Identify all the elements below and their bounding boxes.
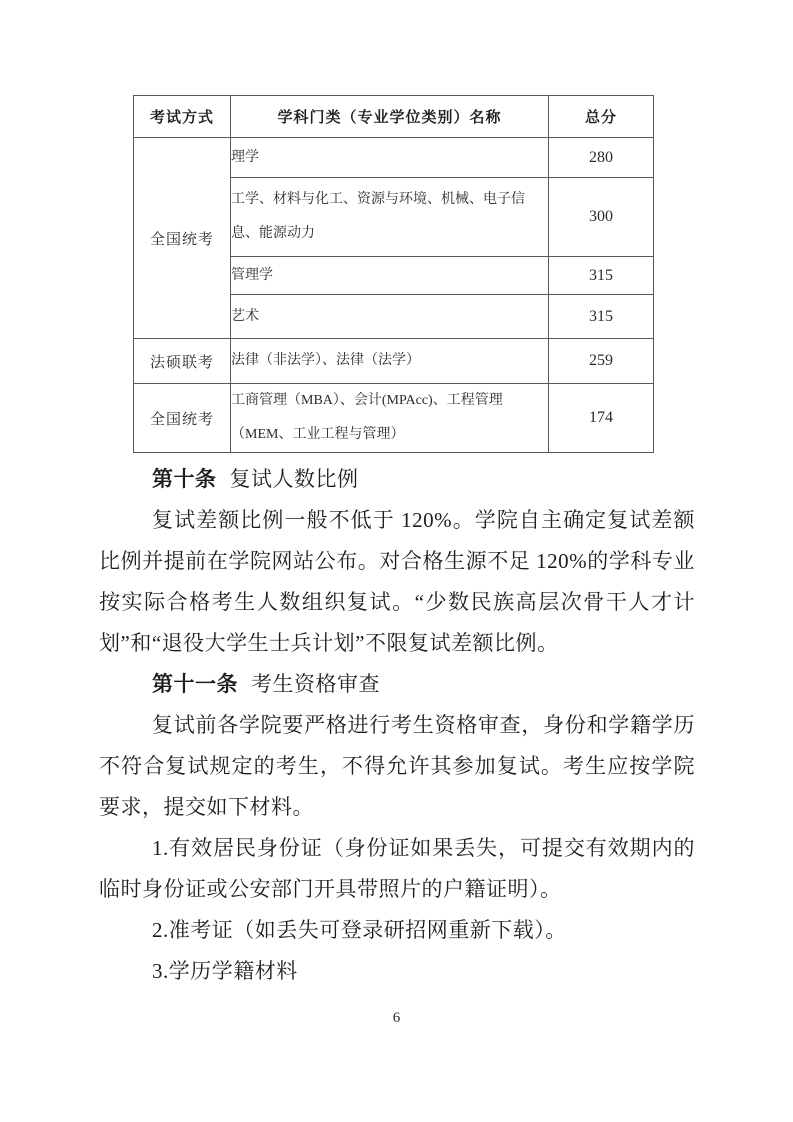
paragraph: 复试前各学院要严格进行考生资格审查，身份和学籍学历不符合复试规定的考生，不得允许其参加复试。考生应按学院要求，提交如下材料。 <box>99 713 695 819</box>
list-item-1: 1.有效居民身份证（身份证如果丢失，可提交有效期内的临时身份证或公安部门开具带照片的户籍证明）。 <box>99 836 695 901</box>
list-item-3: 3.学历学籍材料 <box>152 959 298 983</box>
table-row <box>134 339 654 384</box>
cell-exam-method: 法硕联考 <box>134 339 231 384</box>
paragraph: 复试差额比例一般不低于 120%。学院自主确定复试差额比例并提前在学院网站公布。对合格生源不足 120%的学科专业按实际合格考生人数组织复试。“少数民族高层次骨干人才计划”和“退役大学生士兵计划”不限复试差额比例。 <box>99 508 695 655</box>
cell-score: 315 <box>549 257 654 295</box>
article-text-block <box>99 459 695 992</box>
article-number: 第十条 <box>152 467 217 491</box>
article-11-heading <box>99 664 695 705</box>
article-10-heading <box>99 459 695 500</box>
score-cutoff-table <box>133 95 654 453</box>
article-title: 复试人数比例 <box>229 467 359 491</box>
cell-subject: 管理学 <box>231 257 549 295</box>
cell-subject: 工商管理（MBA）、会计(MPAcc)、工程管理（MEM、工业工程与管理） <box>231 384 549 453</box>
header-subject-category: 学科门类（专业学位类别）名称 <box>231 96 549 138</box>
table-row <box>134 138 654 178</box>
cell-score: 315 <box>549 295 654 339</box>
cell-exam-method: 全国统考 <box>134 138 231 339</box>
header-total-score: 总分 <box>549 96 654 138</box>
table-row <box>134 384 654 453</box>
article-title: 考生资格审查 <box>251 672 380 696</box>
cell-score: 174 <box>549 384 654 453</box>
page-number: 6 <box>392 1010 401 1026</box>
cell-subject: 理学 <box>231 138 549 178</box>
cell-score: 300 <box>549 178 654 257</box>
cell-subject: 工学、材料与化工、资源与环境、机械、电子信息、能源动力 <box>231 178 549 257</box>
article-number: 第十一条 <box>152 672 238 696</box>
cell-score: 259 <box>549 339 654 384</box>
table-header-row <box>134 96 654 138</box>
header-exam-method: 考试方式 <box>134 96 231 138</box>
cell-score: 280 <box>549 138 654 178</box>
list-item-2: 2.准考证（如丢失可登录研招网重新下载）。 <box>152 918 567 942</box>
cell-exam-method: 全国统考 <box>134 384 231 453</box>
cell-subject: 艺术 <box>231 295 549 339</box>
cell-subject: 法律（非法学）、法律（法学） <box>231 339 549 384</box>
